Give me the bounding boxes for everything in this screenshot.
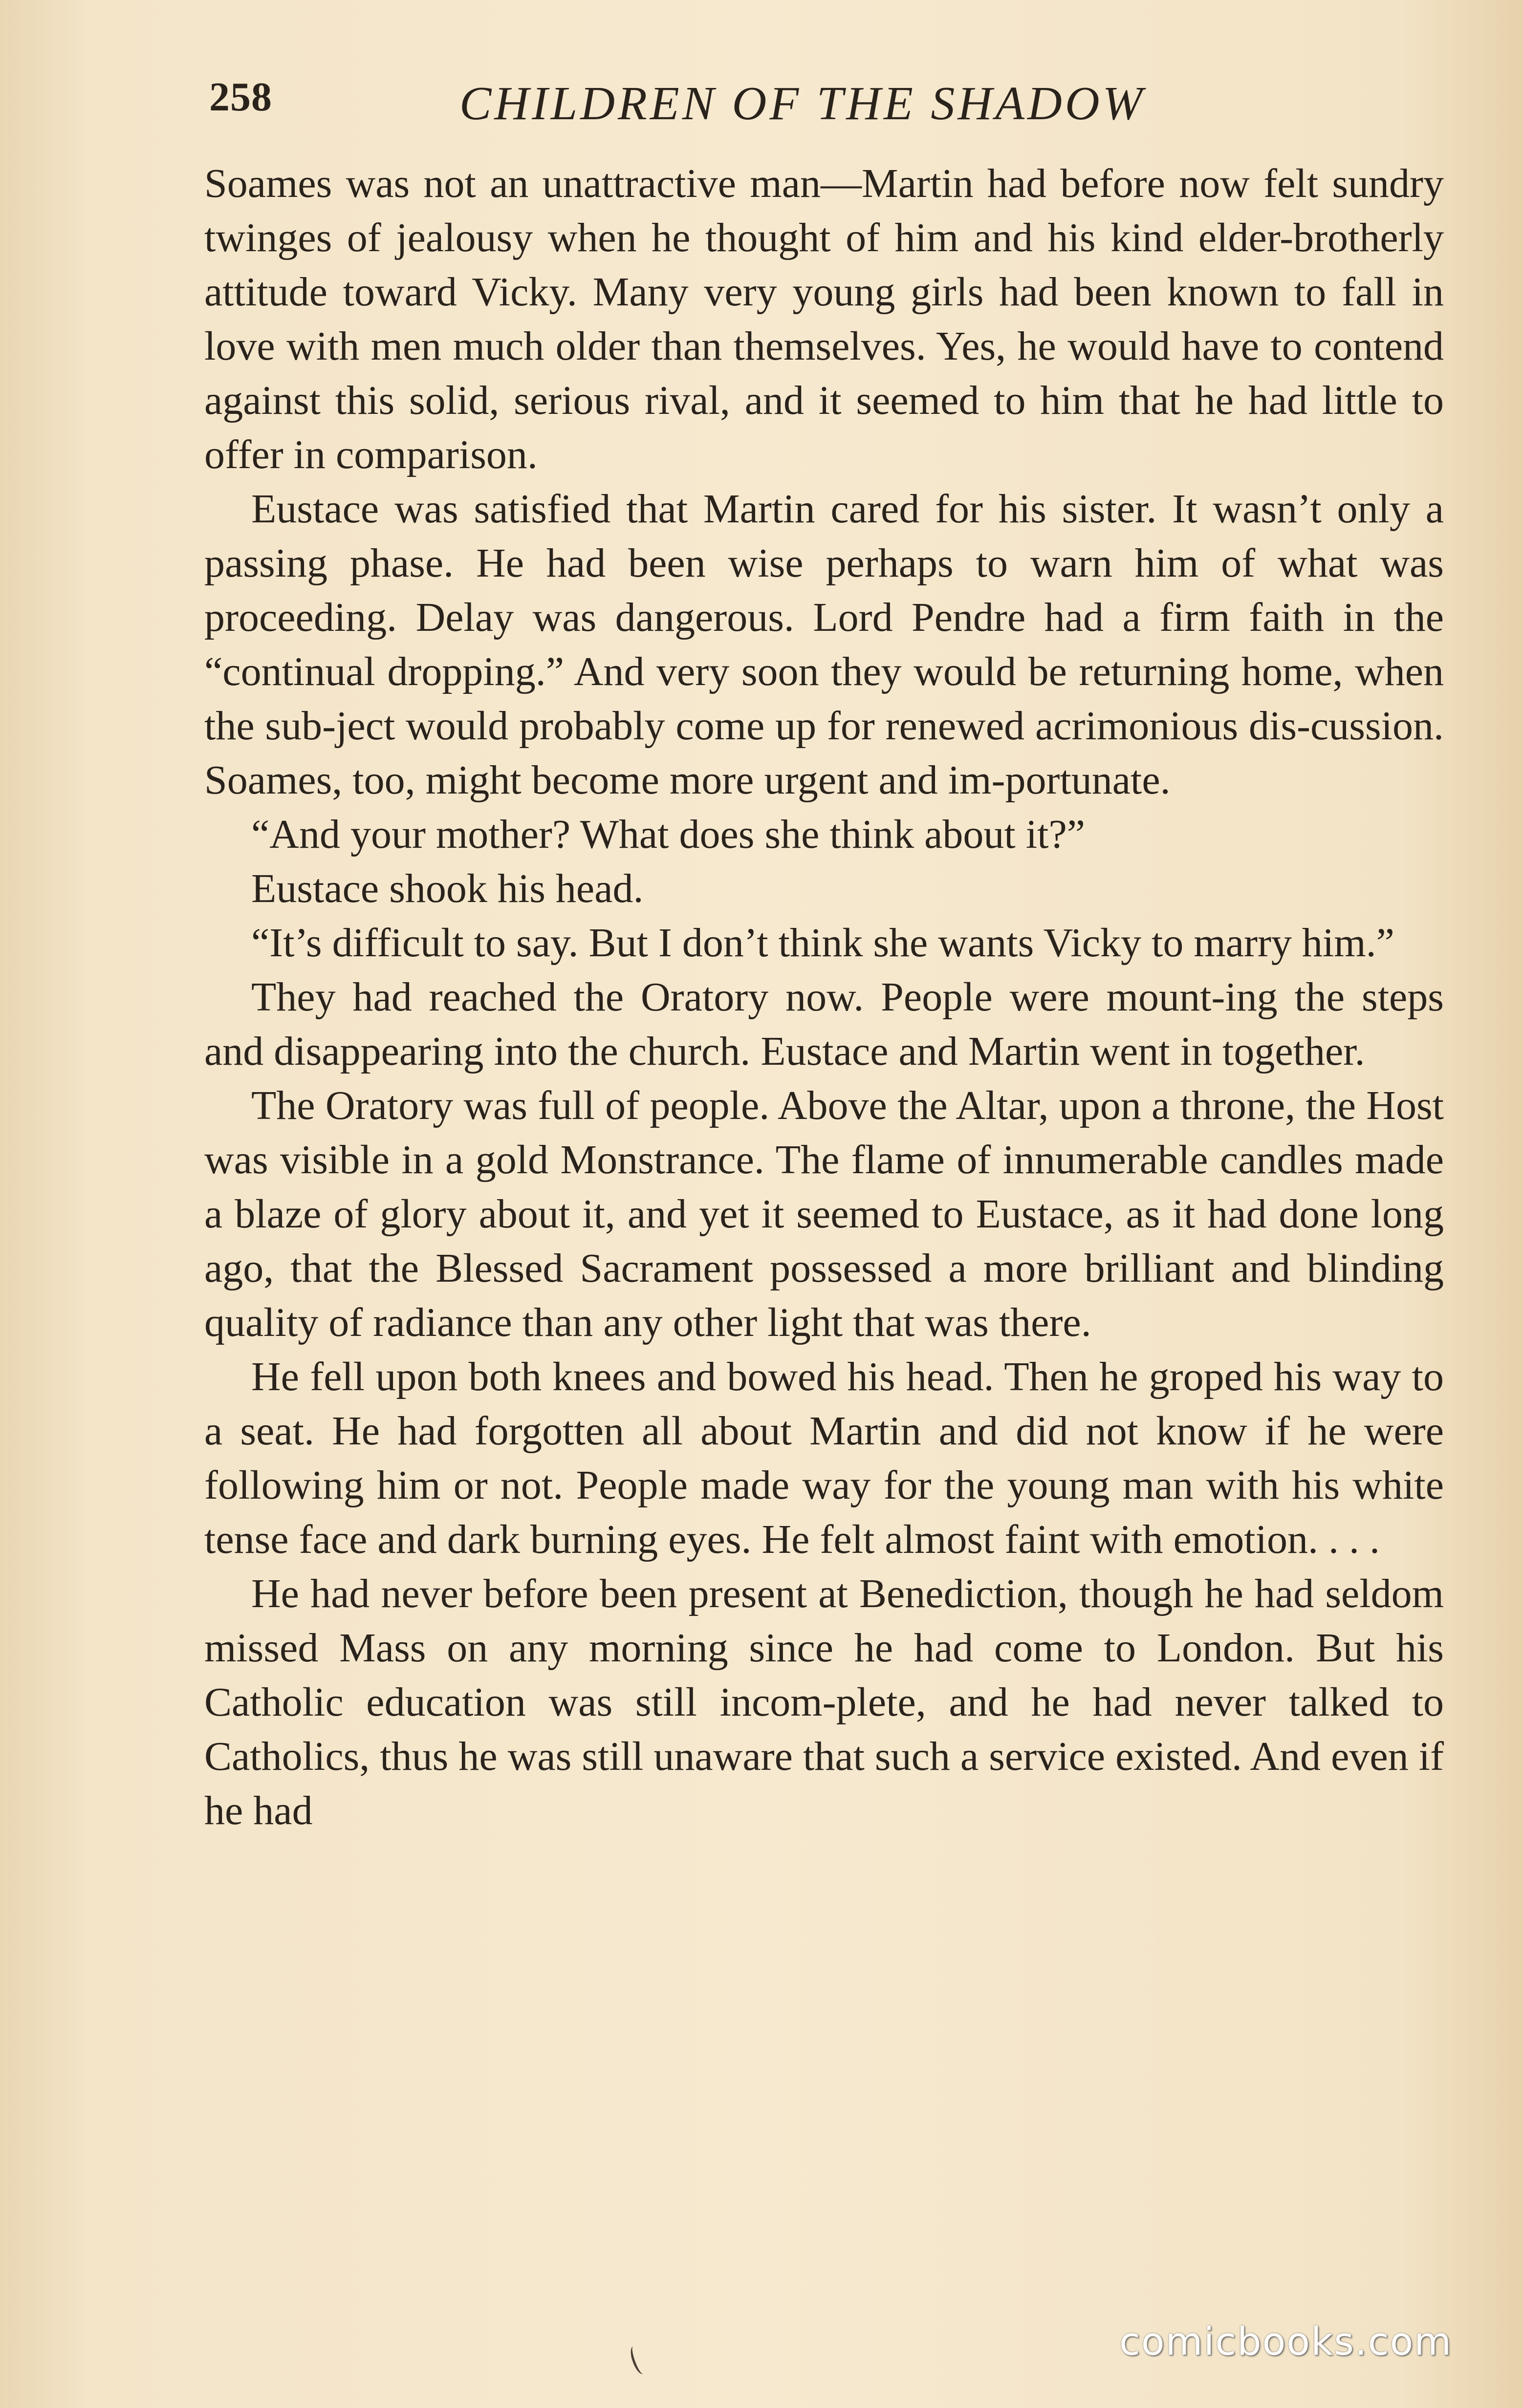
paragraph-7: The Oratory was full of people. Above the Altar, upon a throne, the Host was visible in a gold Monstrance. The flame of innumerable candles made a blaze of glory about it, and yet it seemed to Eustace, as it had done long ago, that the Blessed Sacrament possessed a more brilliant and blinding quality of radiance than any other light that was there. (204, 1083, 1444, 1345)
page-number: 258 (209, 74, 272, 120)
watermark: comicbooks.com (1119, 2320, 1453, 2364)
paragraph-9: He had never before been present at Benediction, though he had seldom missed Mass on any morning since he had come to London. But his Catholic education was still incom-plete, and he had never talked to Catholics, thus he was still unaware that such a service existed. And even if he had (204, 1571, 1444, 1833)
paragraph-1: Soames was not an unattractive man—Martin had before now felt sundry twinges of jealousy when he thought of him and his kind elder-brotherly attitude toward Vicky. Many very young girls had been known to fall in love with men much older than themselves. Yes, he would have to contend against this solid, serious rival, and it seemed to him that he had little to offer in comparison. (204, 161, 1444, 477)
paragraph-2: Eustace was satisfied that Martin cared for his sister. It wasn’t only a passing phase. He had been wise perhaps to warn him of what was proceeding. Delay was dangerous. Lord Pendre had a firm faith in the “continual dropping.” And very soon they would be returning home, when the sub-ject would probably come up for renewed acrimonious dis-cussion. Soames, too, might become more urgent and im-portunate. (204, 486, 1444, 803)
ink-mark (628, 2344, 648, 2376)
running-head: CHILDREN OF THE SHADOW (459, 77, 1146, 130)
paragraph-6: They had reached the Oratory now. People were mount-ing the steps and disappearing into the church. Eustace and Martin went in together. (204, 974, 1444, 1074)
paragraph-5: “It’s difficult to say. But I don’t think she wants Vicky to marry him.” (251, 920, 1394, 966)
paragraph-8: He fell upon both knees and bowed his head. Then he groped his way to a seat. He had forgotten all about Martin and did not know if he were following him or not. People made way for the young man with his white tense face and dark burning eyes. He felt almost faint with emotion. . . . (204, 1354, 1444, 1562)
paragraph-3: “And your mother? What does she think about it?” (251, 812, 1086, 857)
body-text (204, 156, 1444, 1838)
paragraph-4: Eustace shook his head. (251, 866, 644, 911)
